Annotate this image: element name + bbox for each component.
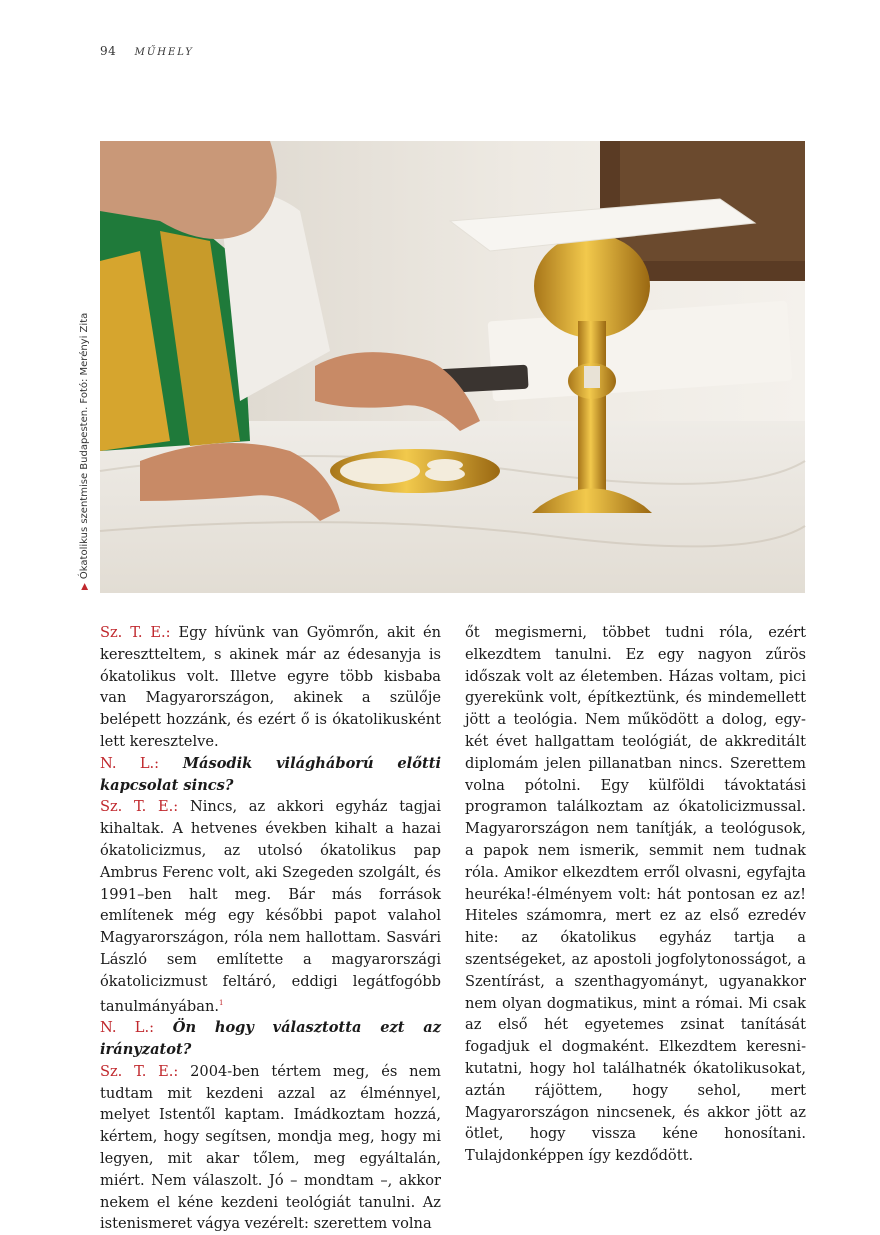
speaker-label: Sz. T. E.: [100,624,171,641]
photo-caption [79,313,90,590]
paragraph-text: Egy hívünk van Gyömrőn, akit én keresztteltem, s akinek már az édesanyja is ókatolikus volt. Illetve egyre több kisbaba van Magyarországon, akinek a szülője belépett hozzánk, és ezért ő is ókatolikusként lett keresztelve. [100,624,441,750]
speaker-label: N. L.: [100,754,160,772]
page-number: 94 [100,44,117,58]
paragraph [100,1061,441,1235]
speaker-label: Sz. T. E.: [100,1062,179,1080]
question-text: Ön hogy választotta ezt az irányzatot? [100,1019,441,1058]
paragraph-text: 2004-ben tértem meg, és nem tudtam mit kezdeni azzal az élménnyel, melyet Istentől kaptam. Imádkoztam hozzá, kértem, hogy segítsen, mondja meg, hogy mi legyen, mit akar tőlem, meg egyáltalán, miért. Nem válaszolt. Jó – mondtam –, akkor nekem el kéne kezdeni teológiát tanulni. Az istenismeret vágya vezérelt: szerettem volna [100,1062,441,1233]
speaker-label: N. L.: [100,1019,155,1037]
photo-mass [100,141,805,593]
footnote-marker: 1 [219,998,224,1007]
paragraph [100,622,441,753]
paragraph [100,796,441,1017]
page-header [100,44,194,58]
paragraph-text: Nincs, az akkori egyház tagjai kihaltak. A hetvenes években kihalt a hazai ókatolicizmus, az utolsó ókatolikus pap Ambrus Ferenc volt, aki Szegeden szolgált, és 1991–ben halt meg. Bár más források említenek még egy későbbi papot valahol Magyarországon, róla nem hallottam. Sasvári László sem említette a magyarországi ókatolicizmust feltáró, eddigi legátfogóbb tanulmányában. [100,798,441,1015]
right-column [465,622,806,1167]
section-title: MŰHELY [134,47,194,58]
caption-text: Ókatolikus szentmise Budapesten. Fotó: Merényi Zita [79,312,90,580]
question-text: Második világháború előtti kapcsolat sincs? [100,754,441,794]
speaker-label: Sz. T. E.: [100,798,179,816]
question [100,753,441,797]
triangle-icon: ▶ [80,583,90,590]
paragraph-text: őt megismerni, többet tudni róla, ezért elkezdtem tanulni. Ez egy nagyon zűrös időszak volt az életemben. Házas voltam, pici gyerekünk volt, építkeztünk, és mindemellett jött a teológia. Nem működött a dolog, egy-két évet hallgattam teológiát, de akkreditált diplomám jelen pillanatban nincs. Szerettem volna pótolni. Egy külföldi távoktatási programon találkoztam az ókatolicizmussal. Magyarországon nem tanítják, a teológusok, a papok nem ismerik, semmit nem tudnak róla. Amikor elkezdtem erről olvasni, egyfajta heuréka!-élményem volt: hát pontosan ez az! Hiteles számomra, mert ez az első ezredév hite: az ókatolikus egyház tartja a szentségeket, az apostoli jogfolytonosságot, a Szentírást, a szenthagyományt, ugyanakkor nem olyan dogmatikus, mint a római. Mi csak az első hét egyetemes zsinat tanítását fogadjuk el dogmaként. Elkezdtem keresni-kutatni, hogy hol találhatnék ókatolikusokat, aztán rájöttem, hogy sehol, mert Magyarországon nincsenek, és akkor jött az ötlet, hogy vissza kéne honosítani. Tulajdonképpen így kezdődött. [465,624,806,1165]
left-column [100,622,441,1235]
question [100,1017,441,1061]
